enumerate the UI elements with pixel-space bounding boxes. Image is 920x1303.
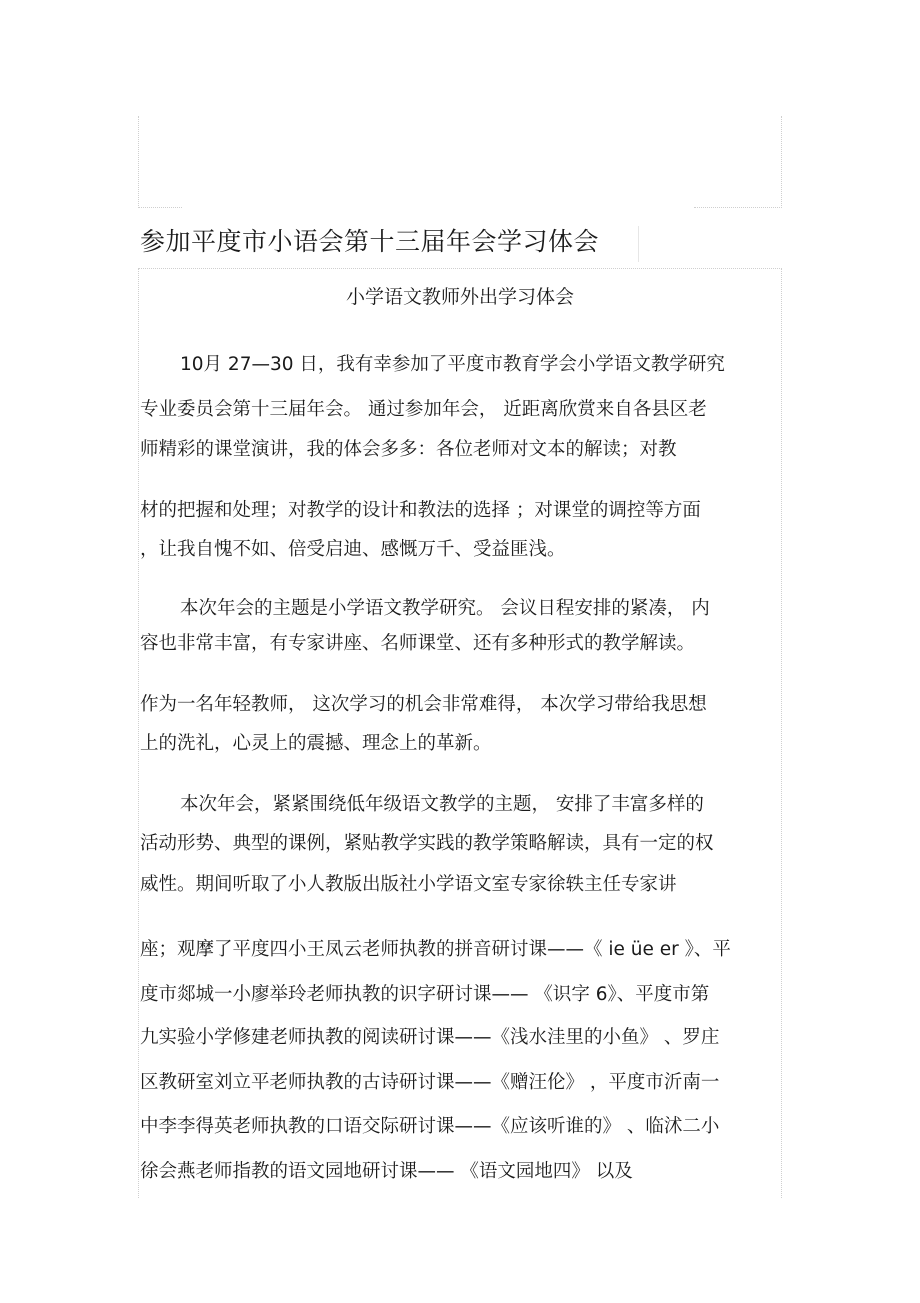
text-line: 本次年会的主题是小学语文教学研究。 会议日程安排的紧凑， 内 <box>180 598 710 619</box>
text-line: 徐会燕老师指教的语文园地研讨课—— 《语文园地四》 以及 <box>140 1161 633 1182</box>
text-line: 九实验小学修建老师执教的阅读研讨课——《浅水洼里的小鱼》 、罗庄 <box>140 1027 720 1048</box>
text-line: 座；观摩了平度四小王凤云老师执教的拼音研讨课——《 ie üe er 》、平 <box>140 939 731 960</box>
frame-line <box>138 268 782 269</box>
text-line: 活动形势、典型的课例，紧贴教学实践的教学策略解读，具有一定的权 <box>140 833 714 854</box>
frame-line <box>781 116 782 208</box>
text-line: 作为一名年轻教师， 这次学习的机会非常难得， 本次学习带给我思想 <box>140 694 707 715</box>
frame-line <box>138 268 139 1198</box>
frame-line <box>694 207 782 208</box>
frame-line <box>138 116 139 208</box>
text-line: 威性。期间听取了小人教版出版社小学语文室专家徐轶主任专家讲 <box>140 874 677 895</box>
frame-line <box>138 207 182 208</box>
text-line: 本次年会，紧紧围绕低年级语文教学的主题， 安排了丰富多样的 <box>180 794 704 815</box>
text-line: 区教研室刘立平老师执教的古诗研讨课——《赠汪伦》 ，平度市沂南一 <box>140 1072 720 1093</box>
text-line: 材的把握和处理；对教学的设计和教法的选择 ；对课堂的调控等方面 <box>140 500 701 521</box>
text-line: ，让我自愧不如、倍受启迪、感慨万千、受益匪浅。 <box>140 539 566 560</box>
text-line: 中李李得英老师执教的口语交际研讨课——《应该听谁的》 、临沭二小 <box>140 1116 720 1137</box>
text-line: 10月 27—30 日，我有幸参加了平度市教育学会小学语文教学研究 <box>180 354 725 375</box>
text-line: 专业委员会第十三届年会。 通过参加年会， 近距离欣赏来自各县区老 <box>140 399 707 420</box>
document-title: 参加平度市小语会第十三届年会学习体会 <box>140 227 600 256</box>
document-subtitle: 小学语文教师外出学习体会 <box>345 286 574 308</box>
text-line: 师精彩的课堂演讲，我的体会多多：各位老师对文本的解读；对教 <box>140 439 677 460</box>
text-line: 容也非常丰富，有专家讲座、名师课堂、还有多种形式的教学解读。 <box>140 633 696 654</box>
frame-line <box>638 226 639 262</box>
frame-line <box>781 268 782 1198</box>
text-line: 度市郯城一小廖举玲老师执教的识字研讨课—— 《识字 6》、平度市第 <box>140 984 710 1005</box>
text-line: 上的洗礼，心灵上的震撼、理念上的革新。 <box>140 733 492 754</box>
